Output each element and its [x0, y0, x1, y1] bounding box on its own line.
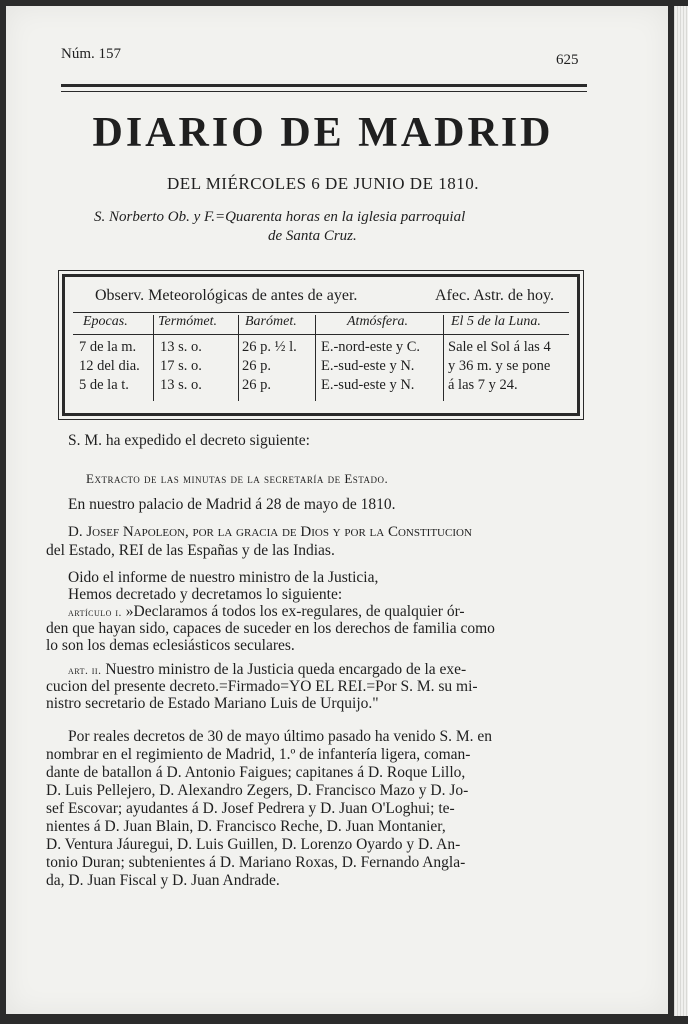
- weather-col-divider: [153, 315, 154, 401]
- weather-col-divider: [238, 315, 239, 401]
- row3-baro: 26 p.: [242, 377, 271, 393]
- reales-line4: D. Luis Pellejero, D. Alexandro Zegers, D. Francisco Mazo y D. Jo-: [46, 782, 469, 799]
- article1-text1: »Declaramos á todos los ex-regulares, de qualquier ór-: [125, 603, 465, 620]
- masthead-title: DIARIO DE MADRID: [92, 110, 554, 156]
- reales-line6: nientes á D. Juan Blain, D. Francisco Reche, D. Juan Montanier,: [46, 818, 446, 835]
- place-date: En nuestro palacio de Madrid á 28 de mayo de 1810.: [68, 496, 396, 513]
- row1-termo: 13 s. o.: [160, 339, 202, 355]
- article2-label: art. ii.: [68, 665, 102, 677]
- article1-label: artículo i.: [68, 607, 122, 619]
- article1-line1: [68, 603, 465, 621]
- row2-baro: 26 p.: [242, 358, 271, 374]
- astro-title: Afec. Astr. de hoy.: [435, 287, 554, 304]
- weather-col-divider: [443, 315, 444, 401]
- row2-atmos: E.-sud-este y N.: [321, 358, 415, 374]
- article2-text1: Nuestro ministro de la Justicia queda encargado de la exe-: [105, 661, 467, 678]
- weather-title: Observ. Meteorológicas de antes de ayer.: [95, 287, 358, 304]
- row3-atmos: E.-sud-este y N.: [321, 377, 415, 393]
- saint-of-day-line2: de Santa Cruz.: [268, 228, 357, 244]
- weather-table: [62, 274, 580, 416]
- row2-termo: 17 s. o.: [160, 358, 202, 374]
- reales-line3: dante de batallon á D. Antonio Faigues; capitanes á D. Roque Lillo,: [46, 764, 466, 781]
- saint-of-day-line1: S. Norberto Ob. y F.=Quarenta horas en la iglesia parroquial: [94, 209, 466, 225]
- row1-baro: 26 p. ½ l.: [242, 339, 297, 355]
- header-luna: El 5 de la Luna.: [451, 314, 541, 329]
- article2-line3: nistro secretario de Estado Mariano Luis de Urquijo.": [46, 695, 379, 712]
- row2-epoca: 12 del dia.: [79, 358, 140, 374]
- hemos-line: Hemos decretado y decretamos lo siguiente:: [68, 586, 343, 603]
- dateline: DEL MIÉRCOLES 6 DE JUNIO DE 1810.: [167, 174, 479, 193]
- weather-col-divider: [315, 315, 316, 401]
- article2-line1: [68, 661, 466, 679]
- issue-number: Núm. 157: [61, 46, 121, 62]
- reales-line8: tonio Duran; subtenientes á D. Mariano Roxas, D. Fernando Angla-: [46, 854, 466, 871]
- newspaper-page: [6, 6, 668, 1014]
- header-atmosfera: Atmósfera.: [347, 314, 409, 329]
- oido-line: Oido el informe de nuestro ministro de la Justicia,: [68, 569, 379, 586]
- row2-luna: y 36 m. y se pone: [448, 358, 551, 374]
- page-edge: [674, 6, 688, 1016]
- reales-line2: nombrar en el regimiento de Madrid, 1.º de infantería ligera, coman-: [46, 746, 471, 763]
- row3-termo: 13 s. o.: [160, 377, 202, 393]
- row3-luna: á las 7 y 24.: [448, 377, 518, 393]
- weather-divider: [73, 312, 569, 313]
- header-barometro: Barómet.: [245, 314, 297, 329]
- reales-line7: D. Ventura Jáuregui, D. Luis Guillen, D. Lorenzo Oyardo y D. An-: [46, 836, 461, 853]
- reales-line1: Por reales decretos de 30 de mayo último pasado ha venido S. M. en: [68, 728, 492, 745]
- intro-line: S. M. ha expedido el decreto siguiente:: [68, 432, 310, 449]
- king-line1: D. Josef Napoleon, por la gracia de Dios y por la Constitucion: [68, 524, 472, 540]
- header-rule-thin: [61, 91, 587, 92]
- weather-header-divider: [73, 334, 569, 335]
- row3-epoca: 5 de la t.: [79, 377, 129, 393]
- header-rule-thick: [61, 84, 587, 87]
- header-epocas: Epocas.: [83, 314, 128, 329]
- article1-line2: den que hayan sido, capaces de suceder en los derechos de familia como: [46, 620, 495, 637]
- reales-line5: sef Escovar; ayudantes á D. Josef Pedrera y D. Juan O'Loghui; te-: [46, 800, 455, 817]
- extract-title: Extracto de las minutas de la secretaría de Estado.: [86, 471, 389, 486]
- row1-atmos: E.-nord-este y C.: [321, 339, 421, 355]
- reales-line9: da, D. Juan Fiscal y D. Juan Andrade.: [46, 872, 280, 889]
- row1-epoca: 7 de la m.: [79, 339, 137, 355]
- article1-line3: lo son los demas eclesiásticos seculares.: [46, 637, 295, 654]
- king-line2: del Estado, REI de las Españas y de las Indias.: [46, 542, 335, 559]
- page-number: 625: [556, 52, 579, 68]
- row1-luna: Sale el Sol á las 4: [448, 339, 551, 355]
- header-termometro: Termómet.: [158, 314, 217, 329]
- article2-line2: cucion del presente decreto.=Firmado=YO EL REI.=Por S. M. su mi-: [46, 678, 478, 695]
